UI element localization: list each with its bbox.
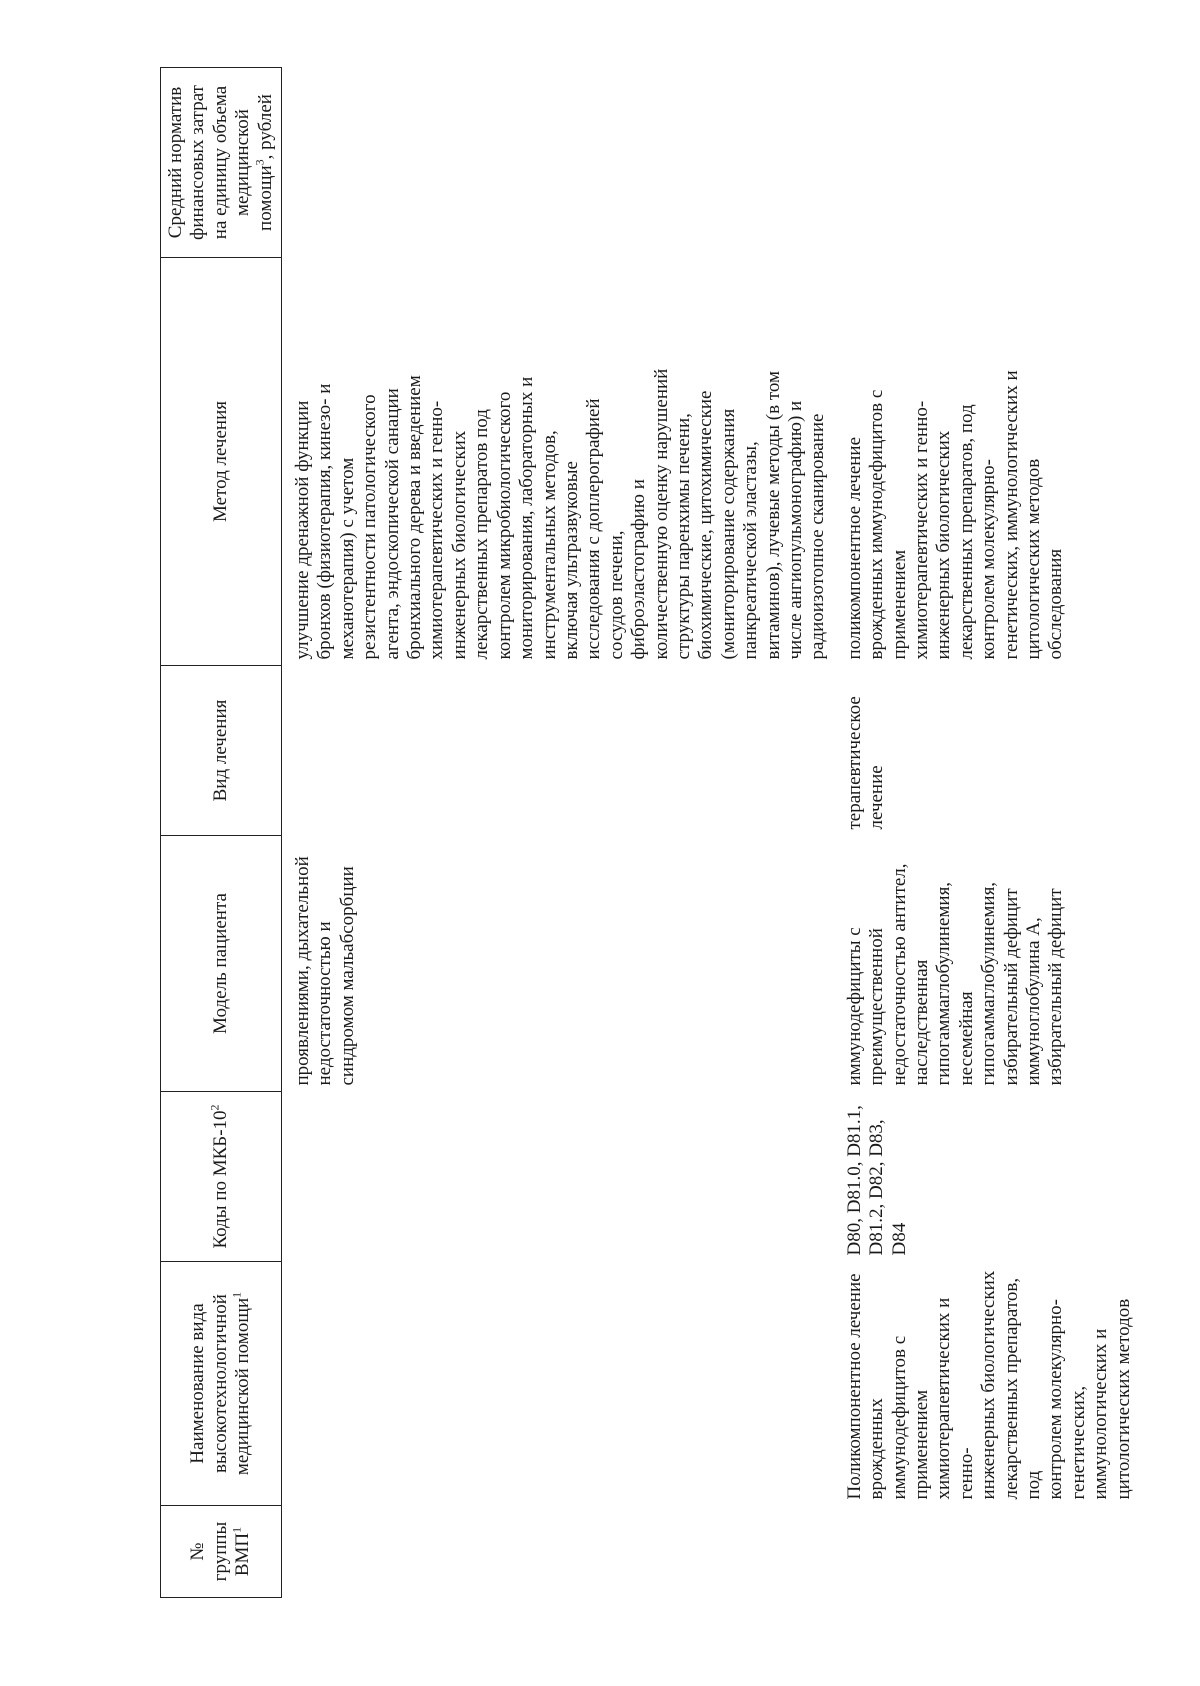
cell-patient-model: проявлениями, дыхательной недостаточностью и синдромом мальабсорбции bbox=[292, 856, 358, 1086]
cell-vmp-name: Поликомпонентное лечение врожденных иммунодефицитов с применением химиотерапевтических и генно- инженерных биологических лекарственных препаратов, под контролем молекулярно- генетических, иммунологических и цитологических методов bbox=[843, 1270, 1134, 1500]
header-treatment-type bbox=[161, 666, 282, 836]
cell-treatment-method: поликомпонентное лечение врожденных иммунодефицитов с применением химиотерапевтических и генно- инженерных биологических лекарственных препаратов, под контролем молекулярно- генетических, иммунологических и цитологических методов обследования bbox=[843, 370, 1067, 660]
cell-icd-codes bbox=[282, 1092, 834, 1262]
cell-treatment-method: улучшение дренажной функции бронхов (физиотерапия, кинезо- и механотерапия) с учетом резистентности патологического агента, эндоскопической санации бронхиального дерева и введением химиотерапевтических и генно- инженерных биологических лекарственных препаратов под контролем микробиологического мониторирования, лабораторных и инструментальных методов, включая ультразвуковые исследования с доплерографией сосудов печени, фиброэластографию и количественную оценку нарушений структуры паренхимы печени, биохимические, цитохимические (мониторирование содержания панкреатической эластазы, витаминов), лучевые методы (в том числе ангиопульмонографию) и радиоизотопное сканирование bbox=[292, 368, 829, 660]
header-icd-codes-text: Коды по МКБ-10 bbox=[209, 1110, 231, 1249]
cell-group-number bbox=[834, 1506, 1139, 1598]
header-treatment-type-text: Вид лечения bbox=[209, 699, 231, 802]
rotated-table-container bbox=[160, 68, 1134, 1598]
cell-patient-model: иммунодефициты с преимущественной недостаточностью антител, наследственная гипогаммаглобулинемия, несемейная гипогаммаглобулинемия, избирательный дефицит иммуноглобулина А, избирательный дефицит bbox=[843, 863, 1067, 1086]
header-group-number-text: № группы ВМП bbox=[187, 1521, 254, 1582]
header-vmp-name bbox=[161, 1262, 282, 1506]
cell-average-cost bbox=[834, 68, 1139, 258]
header-average-cost-text: Средний норматив финансовых затрат на единицу объема медицинской помощи bbox=[165, 85, 276, 240]
table-row bbox=[282, 68, 834, 1598]
header-patient-model bbox=[161, 836, 282, 1092]
cell-treatment-type: терапевтическое лечение bbox=[843, 696, 888, 830]
footnote-marker: 3 bbox=[252, 159, 267, 166]
header-row bbox=[161, 68, 282, 1598]
header-group-number bbox=[161, 1506, 282, 1598]
footnote-marker: 2 bbox=[207, 1104, 222, 1111]
header-average-cost bbox=[161, 68, 282, 258]
cell-average-cost bbox=[282, 68, 834, 258]
table-body bbox=[282, 68, 1140, 1598]
header-icd-codes bbox=[161, 1092, 282, 1262]
footnote-marker: 1 bbox=[229, 1291, 244, 1298]
cell-treatment-type bbox=[282, 666, 834, 836]
table-row bbox=[834, 68, 1139, 1598]
vmp-table bbox=[160, 67, 1139, 1598]
header-vmp-name-text: Наименование вида высокотехнологичной медицинской помощи bbox=[187, 1294, 254, 1476]
footnote-marker: 1 bbox=[229, 1526, 244, 1533]
cell-vmp-name bbox=[282, 1262, 834, 1506]
header-treatment-method-text: Метод лечения bbox=[209, 401, 231, 523]
header-treatment-method bbox=[161, 258, 282, 666]
header-average-cost-unit: , рублей bbox=[254, 94, 276, 160]
header-patient-model-text: Модель пациента bbox=[209, 893, 231, 1034]
cell-icd-codes: D80, D81.0, D81.1, D81.2, D82, D83, D84 bbox=[843, 1105, 910, 1256]
cell-group-number bbox=[282, 1506, 834, 1598]
table-header bbox=[161, 68, 282, 1598]
